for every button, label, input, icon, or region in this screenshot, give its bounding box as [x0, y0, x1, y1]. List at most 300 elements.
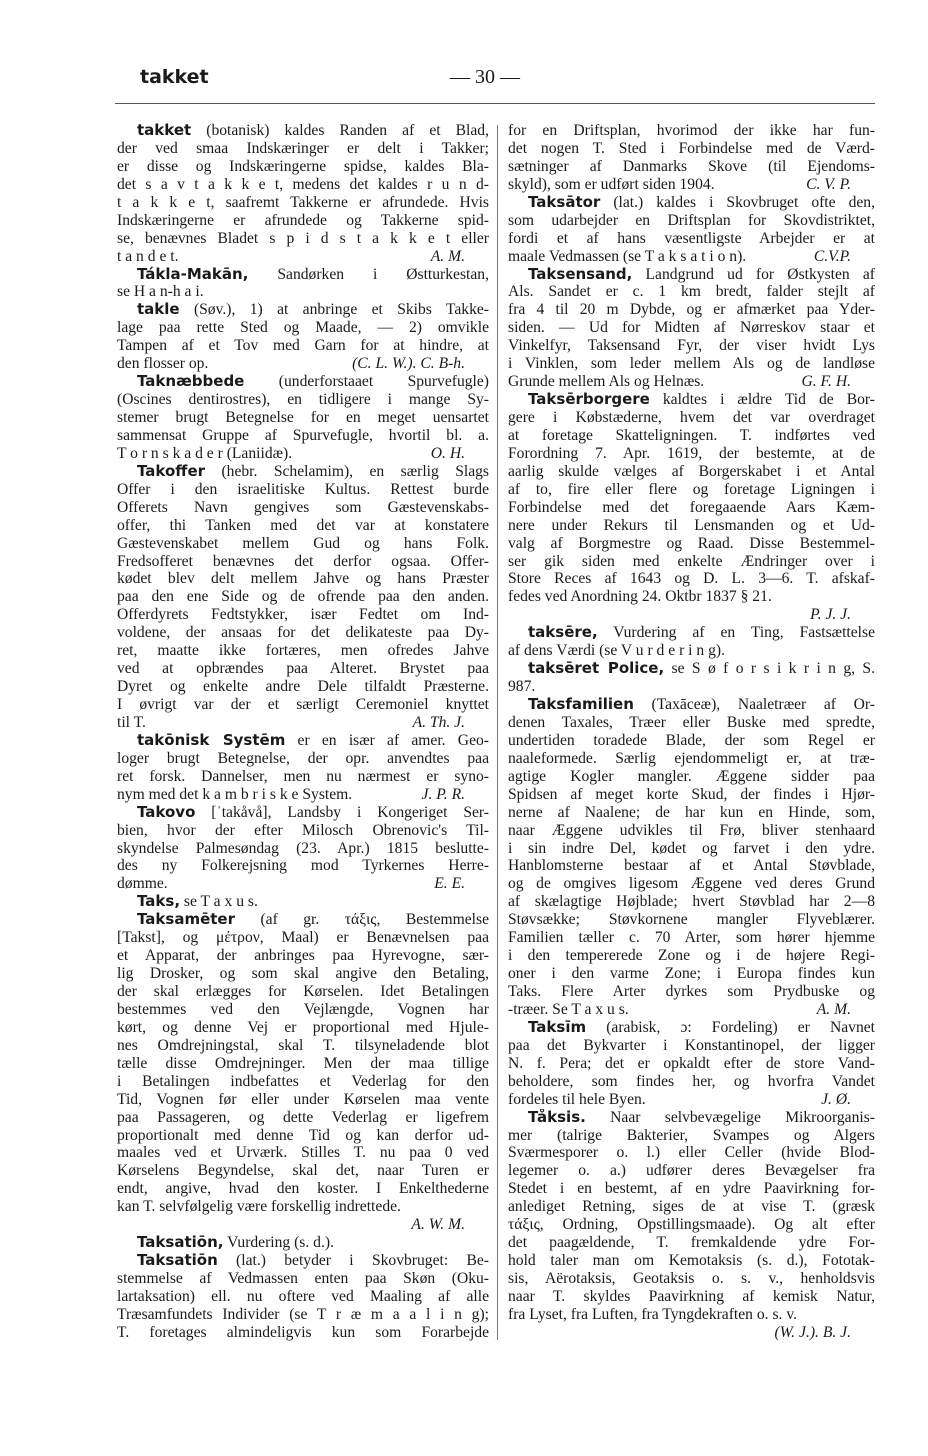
entry-line — [117, 1324, 489, 1342]
author-signature: J. P. R. — [421, 785, 465, 803]
author-signature: E. E. — [434, 875, 465, 893]
entry-line — [117, 230, 489, 248]
entry-text: naaleformede. Særlig ejendommeligt er, at træ- — [508, 749, 875, 767]
entry-text: proportionalt med denne Tid og kan derfor ud- — [117, 1126, 489, 1144]
entry-text: (hebr. Schelamim), en særlig Slags — [205, 462, 489, 480]
left-column — [117, 122, 489, 1342]
entry-line — [117, 840, 489, 858]
entry-text: Forordning 7. Apr. 1619, der bestemte, at de — [508, 444, 875, 462]
entry-text: T. foretages almindeligvis kun som Forarbejde — [117, 1323, 489, 1341]
entry-text: Fredsofferet benævnes det derfor ogsaa. Offer- — [117, 552, 489, 570]
entry-line — [117, 642, 489, 660]
entry-line — [508, 319, 875, 337]
entry-text: Offerdyrets Fedtstykker, især Fedtet om Ind- — [117, 606, 489, 624]
dictionary-entry — [117, 804, 489, 894]
entry-text: det s a v t a k k e t, medens det kaldes r u n d- — [117, 175, 489, 193]
entry-line — [508, 1252, 875, 1270]
entry-line — [117, 355, 489, 373]
author-signature-text: P. J. J. — [810, 606, 851, 624]
entry-text: se H a n-h a i. — [117, 283, 204, 301]
entry-line — [508, 786, 875, 804]
author-signature — [117, 1216, 489, 1234]
entry-text: N. f. Pera; det er opkaldt efter de store Vand- — [508, 1054, 875, 1072]
entry-text: (underforstaaet Spurvefugle) — [244, 373, 489, 391]
entry-line — [117, 319, 489, 337]
entry-text: endt, angive, hvad den koster. I Enkelthederne — [117, 1180, 489, 1198]
entry-text: for en Driftsplan, hvorimod der ikke har fun- — [508, 122, 875, 139]
author-signature-text: (W. J.). B. J. — [774, 1323, 851, 1341]
entry-text: mer (talrige Bakterier, Svampes og Algers — [508, 1126, 875, 1144]
entry-line — [117, 857, 489, 875]
entry-text: kørt, og denne Vej er proportional med Hjule- — [117, 1018, 489, 1036]
entry-text: Stedet i en bestemt, af en ydre Paavirkning for- — [508, 1180, 875, 1198]
entry-text: se S ø f o r s i k r i n g, S. — [664, 660, 875, 678]
entry-text: tælle disse Omdrejninger. Men der maa tillige — [117, 1054, 489, 1072]
dictionary-entry — [508, 266, 875, 392]
entry-line — [117, 194, 489, 212]
entry-text: sætninger af Danmarks Skove (til Ejendoms- — [508, 157, 875, 175]
entry-line — [117, 768, 489, 786]
entry-text: sis, Aërotaksis, Geotaksis o. s. v., henholdsvis — [508, 1270, 875, 1287]
entry-text: er disse og Indskæringerne spidse, kaldes Bla- — [117, 157, 489, 175]
entry-text: beholdere, som findes her, og hvorfra Vandet — [508, 1072, 875, 1090]
entry-line — [508, 857, 875, 875]
dictionary-entry — [508, 1109, 875, 1342]
entry-text: fordi et af hans væsentligste Arbejder er at — [508, 229, 875, 247]
dictionary-entry — [508, 391, 875, 624]
entry-line — [117, 337, 489, 355]
entry-line — [117, 678, 489, 696]
headword: taksēret Police, — [528, 660, 665, 678]
entry-text: den flosser op. — [117, 355, 209, 373]
entry-line — [508, 1127, 875, 1145]
entry-text: nere under Rekurs til Lensmanden og et Ud- — [508, 516, 875, 534]
entry-line — [508, 1288, 875, 1306]
author-signature — [508, 606, 875, 624]
entry-text: i Vinklen, som leder mellem Als og de landløse — [508, 355, 875, 373]
entry-line — [508, 230, 875, 248]
entry-text: fra 4 til 20 m Dybde, og er afmærket paa Yder- — [508, 301, 875, 319]
entry-text: lig Drosker, og som skal angive den Betaling, — [117, 965, 489, 983]
entry-line — [117, 517, 489, 535]
entry-text: et Apparat, der anbringes paa Hyrevogne, sær- — [117, 947, 489, 965]
entry-text: stemer brugt Betegnelse for en meget uensartet — [117, 409, 489, 426]
entry-text: t a k k e t, saafremt Takkerne er afrundede. Hvis — [117, 193, 489, 211]
dictionary-entry — [117, 373, 489, 463]
entry-text: Vinkelfyr, Taksensand Fyr, der viser hvidt Lys — [508, 337, 875, 355]
entry-text: skyndelse Palmesøndag (23. Apr.) 1815 beslutte- — [117, 839, 489, 857]
entry-text: valg af Borgmestre og Raad. Disse Bestemmel- — [508, 534, 875, 552]
running-head: takket — [140, 66, 209, 88]
entry-line — [117, 1198, 489, 1216]
entry-line — [117, 786, 489, 804]
entry-line — [508, 1270, 875, 1288]
entry-line — [117, 624, 489, 642]
entry-text: undertiden toradede Blade, der som Regel er — [508, 731, 875, 749]
entry-first-line — [117, 463, 489, 481]
entry-text: se T a x u s. — [180, 893, 258, 911]
dictionary-entry — [117, 911, 489, 1234]
entry-text: der skal erlægges for Kørselen. Idet Betalingen — [117, 983, 489, 1000]
entry-text: [Takst], og μέτρον, Maal) er Benævnelsen paa — [117, 929, 489, 947]
entry-line — [117, 1270, 489, 1288]
entry-text: siden. — Ud for Midten af Nørreskov staar et — [508, 319, 875, 337]
entry-first-line — [117, 122, 489, 140]
entry-text: hold taler man om Kemotaksis (s. d.), Fototak- — [508, 1252, 875, 1270]
entry-line — [508, 445, 875, 463]
entry-text: t a n d e t. — [117, 247, 179, 265]
entry-first-line — [508, 391, 875, 409]
entry-text: lartaksation) ell. nu oftere ved Maaling af alle — [117, 1287, 489, 1305]
entry-line — [508, 158, 875, 176]
entry-text: Vurdering (s. d.). — [223, 1234, 334, 1252]
entry-first-line — [508, 660, 875, 678]
headword: Tåksis. — [528, 1108, 586, 1126]
entry-line — [117, 1055, 489, 1073]
entry-text: anlediget Retning, siges de at vise T. (græsk — [508, 1198, 875, 1216]
entry-line — [508, 732, 875, 750]
entry-text: Tid, Vognen før eller under Kørselen maa vente — [117, 1090, 489, 1108]
entry-text: af skælagtige Højblade; hvert Støvblad har 2—8 — [508, 893, 875, 911]
author-signature: A. M. — [430, 247, 465, 265]
entry-text: til T. — [117, 713, 146, 731]
dictionary-entry — [508, 660, 875, 696]
entry-line — [508, 911, 875, 929]
entry-text: naar Æggene udvikles til Frø, bliver stenhaard — [508, 821, 875, 839]
author-signature — [508, 1324, 875, 1342]
entry-line — [508, 355, 875, 373]
page-number: — 30 — — [450, 66, 520, 88]
entry-first-line — [508, 1019, 875, 1037]
entry-text: T o r n s k a d e r (Laniidæ). — [117, 444, 293, 462]
entry-line — [508, 1091, 875, 1109]
headword: Takovo — [137, 803, 196, 821]
entry-text: der ved smaa Indskæringer er delt i Takker; — [117, 139, 489, 157]
entry-line — [508, 1144, 875, 1162]
entry-text: Indskæringerne er afrundede og Takkerne spid- — [117, 211, 489, 229]
entry-line — [508, 804, 875, 822]
entry-line — [117, 1162, 489, 1180]
entry-line — [117, 1091, 489, 1109]
entry-text: Vurdering af en Ting, Fastsættelse — [597, 624, 875, 642]
entry-line — [508, 1198, 875, 1216]
entry-line — [508, 1234, 875, 1252]
entry-text: skyld), som er udført siden 1904. — [508, 175, 715, 193]
header-rule — [115, 103, 875, 104]
entry-first-line — [508, 194, 875, 212]
entry-text: fordeles til hele Byen. — [508, 1090, 646, 1108]
entry-line — [117, 212, 489, 230]
entry-text: naar T. skyldes Paavirkning af kemisk Natur, — [508, 1287, 875, 1305]
entry-line — [117, 606, 489, 624]
author-signature: O. H. — [430, 444, 465, 462]
entry-text: ved at opbrændes paa Alteret. Brystet paa — [117, 660, 489, 678]
entry-line — [508, 714, 875, 732]
dictionary-entry — [117, 301, 489, 373]
entry-text: ret forsk. Dannelser, men nu nærmest er syno- — [117, 767, 489, 785]
entry-line — [508, 1001, 875, 1019]
entry-line — [508, 463, 875, 481]
right-column — [508, 122, 875, 1342]
entry-line — [508, 212, 875, 230]
entry-text: legemer o. a.) udfører deres Bevægelser fra — [508, 1162, 875, 1180]
entry-line — [117, 1180, 489, 1198]
entry-text: (af gr. τάξις, Bestemmelse — [235, 911, 489, 929]
author-signature: J. Ø. — [821, 1090, 851, 1108]
dictionary-entry — [508, 194, 875, 266]
entry-text: paa Passageren, og dette Vederlag er ligefrem — [117, 1108, 489, 1126]
entry-line — [508, 1037, 875, 1055]
entry-line — [117, 1073, 489, 1091]
entry-text: (Taxāceæ), Naaletræer af Or- — [633, 696, 875, 713]
entry-first-line — [117, 373, 489, 391]
entry-text: nerne af Naalene; de har kun en Hinde, som, — [508, 803, 875, 821]
entry-line — [117, 1019, 489, 1037]
entry-text: Familien tæller c. 70 Arter, som hører hjemme — [508, 929, 875, 947]
entry-line — [508, 248, 875, 266]
entry-line — [117, 427, 489, 445]
entry-text: I øvrigt var der et særligt Ceremoniel knyttet — [117, 696, 489, 713]
entry-line — [508, 570, 875, 588]
dictionary-entry — [508, 1019, 875, 1109]
entry-text: Støvsække; Støvkornene mangler Flyveblærer. — [508, 911, 875, 929]
entry-text: voldene, der ansaas for det delikateste paa Dy- — [117, 624, 489, 642]
entry-line — [117, 750, 489, 768]
entry-text: τάξις, Ordning, Opstillingsmaade). Og alt efter — [508, 1216, 875, 1234]
entry-line — [508, 427, 875, 445]
author-signature-text: A. W. M. — [411, 1216, 465, 1234]
headword: Taksatiōn, — [137, 1234, 224, 1252]
entry-text: bestemmes ved den Vejlængde, Vognen har — [117, 1000, 489, 1018]
headword: Taksensand, — [528, 265, 633, 283]
entry-line — [117, 965, 489, 983]
entry-line — [117, 409, 489, 427]
dictionary-entry — [117, 732, 489, 804]
entry-line — [117, 140, 489, 158]
entry-text: (Oscines dentirostres), en tidligere i mange Sy- — [117, 391, 489, 409]
entry-text: af to, fire eller flere og foretage Ligningen i — [508, 480, 875, 498]
entry-line — [117, 1001, 489, 1019]
entry-text: (lat.) betyder i Skovbruget: Be- — [217, 1252, 489, 1270]
entry-line — [508, 822, 875, 840]
entry-line — [508, 678, 875, 696]
entry-text: Gæstevenskabet mellem Gud og hans Folk. — [117, 534, 489, 552]
entry-text: agtige Kogler mangler. Æggene sidder paa — [508, 767, 875, 785]
entry-text: Sværmesporer o. l.) eller Celler (hvide Blod- — [508, 1144, 875, 1162]
entry-text: maales ved et Urværk. Stilles T. nu paa 0 ved — [117, 1144, 489, 1162]
entry-text: Spidsen af meget korte Skud, der findes i Hjør- — [508, 785, 875, 803]
headword: Taksērborgere — [528, 391, 650, 409]
headword: Taks, — [137, 893, 181, 911]
entry-line — [117, 1306, 489, 1324]
dictionary-entry — [508, 624, 875, 660]
entry-text: og de omgives ligesom Æggene ved deres Grund — [508, 875, 875, 893]
entry-text: bien, hvor der efter Milosch Obrenovic's Til- — [117, 821, 489, 839]
headword: Tákla-Makān, — [137, 265, 249, 283]
entry-text: at foretage Skatteligningen. T. indførtes ved — [508, 426, 875, 444]
entry-text: (botanisk) kaldes Randen af et Blad, — [191, 122, 489, 139]
dictionary-entry — [117, 893, 489, 911]
entry-line — [508, 893, 875, 911]
entry-text: fedes ved Anordning 24. Oktbr 1837 § 21. — [508, 588, 772, 606]
entry-line — [508, 1216, 875, 1234]
entry-text: paa den ene Side og de ofrende paa den anden. — [117, 588, 489, 606]
entry-first-line — [117, 1252, 489, 1270]
entry-line — [508, 409, 875, 427]
entry-line — [117, 158, 489, 176]
entry-first-line — [508, 696, 875, 714]
entry-text: gere i Købstæderne, hvem det var overdraget — [508, 409, 875, 426]
entry-text: Offerets Navn gengives som Gæstevenskabs- — [117, 498, 489, 516]
entry-text: i Betalingen indbefattes et Vederlag for den — [117, 1072, 489, 1090]
entry-text: des ny Folkerejsning mod Tyrkernes Herre- — [117, 857, 489, 875]
entry-text: 987. — [508, 678, 536, 696]
entry-line — [117, 481, 489, 499]
entry-text: nes Omdrejningstal, skal T. tilsyneladende blot — [117, 1036, 489, 1054]
dictionary-entry — [508, 122, 875, 194]
entry-line — [117, 570, 489, 588]
entry-text: Dyret og enkelte andre Dele tilfaldt Præsterne. — [117, 678, 489, 696]
entry-text: er en især af amer. Geo- — [285, 731, 489, 749]
headword: Taksātor — [528, 193, 601, 211]
entry-line — [117, 822, 489, 840]
author-signature: G. F. H. — [801, 373, 851, 391]
entry-line — [117, 1288, 489, 1306]
entry-line — [508, 553, 875, 571]
entry-text: Grunde mellem Als og Helnæs. — [508, 373, 705, 391]
entry-text: Store Reces af 1643 og D. L. 3—6. T. afskaf- — [508, 570, 875, 588]
entry-line — [508, 1055, 875, 1073]
entry-line — [117, 553, 489, 571]
entry-text: stemmelse af Vedmassen enten paa Skøn (Oku- — [117, 1270, 489, 1287]
entry-text: det paagældende, T. fremkaldende ydre For- — [508, 1234, 875, 1252]
entry-line — [117, 445, 489, 463]
entry-line — [117, 696, 489, 714]
entry-text: Træsamfundets Individer (se T r æ m a a l i n g); — [117, 1305, 489, 1323]
headword: Takoffer — [137, 462, 206, 480]
entry-first-line — [508, 1109, 875, 1127]
entry-line — [508, 176, 875, 194]
entry-text: oner i den varme Zone; i Europa findes kun — [508, 965, 875, 983]
entry-line — [117, 1109, 489, 1127]
author-signature: A. Th. J. — [412, 713, 465, 731]
entry-first-line — [117, 732, 489, 750]
entry-line — [508, 481, 875, 499]
entry-line — [508, 301, 875, 319]
entry-text: Taks. Flere Arter dyrkes som Prydbuske og — [508, 983, 875, 1000]
entry-line — [508, 1073, 875, 1091]
entry-line — [117, 983, 489, 1001]
entry-first-line — [117, 1234, 489, 1252]
entry-first-line — [508, 266, 875, 284]
entry-text: fra Lyset, fra Luften, fra Tyngdekraften o. s. v. — [508, 1305, 798, 1323]
entry-text: [ˈtakåvå], Landsby i Kongeriget Ser- — [195, 803, 489, 821]
entry-line — [508, 965, 875, 983]
entry-text: kødet blev delt mellem Jahve og hans Præster — [117, 570, 489, 588]
entry-text: dømme. — [117, 875, 168, 893]
entry-line — [117, 1144, 489, 1162]
headword: takōnisk Systēm — [137, 731, 286, 749]
entry-line — [117, 875, 489, 893]
entry-line — [117, 499, 489, 517]
entry-line — [508, 642, 875, 660]
entry-first-line — [117, 911, 489, 929]
entry-line — [508, 929, 875, 947]
entry-line — [508, 1306, 875, 1324]
entry-text: offer, thi Tanken med det var at konstatere — [117, 516, 489, 534]
headword: taksēre, — [528, 624, 598, 642]
entry-first-line — [117, 266, 489, 284]
headword: Taknæbbede — [137, 373, 245, 391]
entry-text: nym med det k a m b r i s k e System. — [117, 785, 353, 803]
entry-line — [508, 983, 875, 1001]
entry-line — [508, 768, 875, 786]
headword: Taksatiōn — [137, 1252, 218, 1270]
entry-text: ser gik siden med enkelte Ændringer over i — [508, 552, 875, 570]
entry-text: sammensat Gruppe af Spurvefugle, hvortil bl. a. — [117, 426, 489, 444]
entry-line — [508, 337, 875, 355]
entry-text: (arabisk, ɔ: Fordeling) er Navnet — [586, 1018, 875, 1036]
entry-line — [508, 875, 875, 893]
entry-line — [117, 248, 489, 266]
entry-text: se, benævnes Bladet s p i d s t a k k e t eller — [117, 229, 489, 247]
entry-text: lage paa rette Sted og Maade, — 2) omvikle — [117, 319, 489, 337]
entry-text: denen Taxales, Træer eller Buske med spredte, — [508, 713, 875, 731]
headword: takket — [137, 122, 192, 139]
headword: Taksīm — [528, 1018, 587, 1036]
entry-text: som udarbejder en Driftsplan for Skovdistriktet, — [508, 211, 875, 229]
entry-line — [117, 714, 489, 732]
entry-line — [508, 750, 875, 768]
entry-line — [117, 660, 489, 678]
entry-text: i sin indre Del, kødet og farvet i den ydre. — [508, 839, 875, 857]
entry-line — [117, 1037, 489, 1055]
entry-line — [508, 373, 875, 391]
entry-line — [508, 122, 875, 140]
entry-text: (Søv.), 1) at anbringe et Skibs Takke- — [179, 301, 489, 319]
author-signature: A. M. — [816, 1000, 851, 1018]
entry-text: ret, maatte ikke fortæres, men ofredes Jahve — [117, 642, 489, 660]
entry-line — [117, 283, 489, 301]
entry-text: af dens Værdi (se V u r d e r i n g). — [508, 642, 725, 660]
entry-line — [508, 1180, 875, 1198]
entry-line — [117, 947, 489, 965]
dictionary-entry — [117, 1234, 489, 1252]
entry-text: kan T. selvfølgelig være forskellig indrettede. — [117, 1198, 401, 1216]
entry-line — [508, 840, 875, 858]
entry-line — [117, 588, 489, 606]
entry-text: (lat.) kaldes i Skovbruget ofte den, — [600, 193, 875, 211]
author-signature: C.V.P. — [813, 247, 851, 265]
entry-line — [508, 947, 875, 965]
entry-text: Forbindelse med det foregaaende Aars Kæm- — [508, 498, 875, 516]
entry-first-line — [117, 301, 489, 319]
entry-text: -træer. Se T a x u s. — [508, 1000, 629, 1018]
entry-text: Als. Sandet er c. 1 km bredt, falder stejlt af — [508, 283, 875, 301]
dictionary-entry — [117, 266, 489, 302]
entry-text: maale Vedmassen (se T a k s a t i o n). — [508, 247, 747, 265]
entry-first-line — [508, 624, 875, 642]
entry-text: Sandørken i Østturkestan, — [248, 265, 489, 283]
column-divider — [497, 125, 498, 1340]
dictionary-entry — [117, 1252, 489, 1342]
entry-line — [508, 588, 875, 606]
entry-text: Tampen af et Tov med Garn for at hindre, at — [117, 337, 489, 355]
entry-text: det nogen T. Sted i Forbindelse med de Værd- — [508, 139, 875, 157]
entry-text: Kørselens Begyndelse, skal det, naar Turen er — [117, 1162, 489, 1180]
entry-line — [117, 929, 489, 947]
entry-line — [508, 535, 875, 553]
